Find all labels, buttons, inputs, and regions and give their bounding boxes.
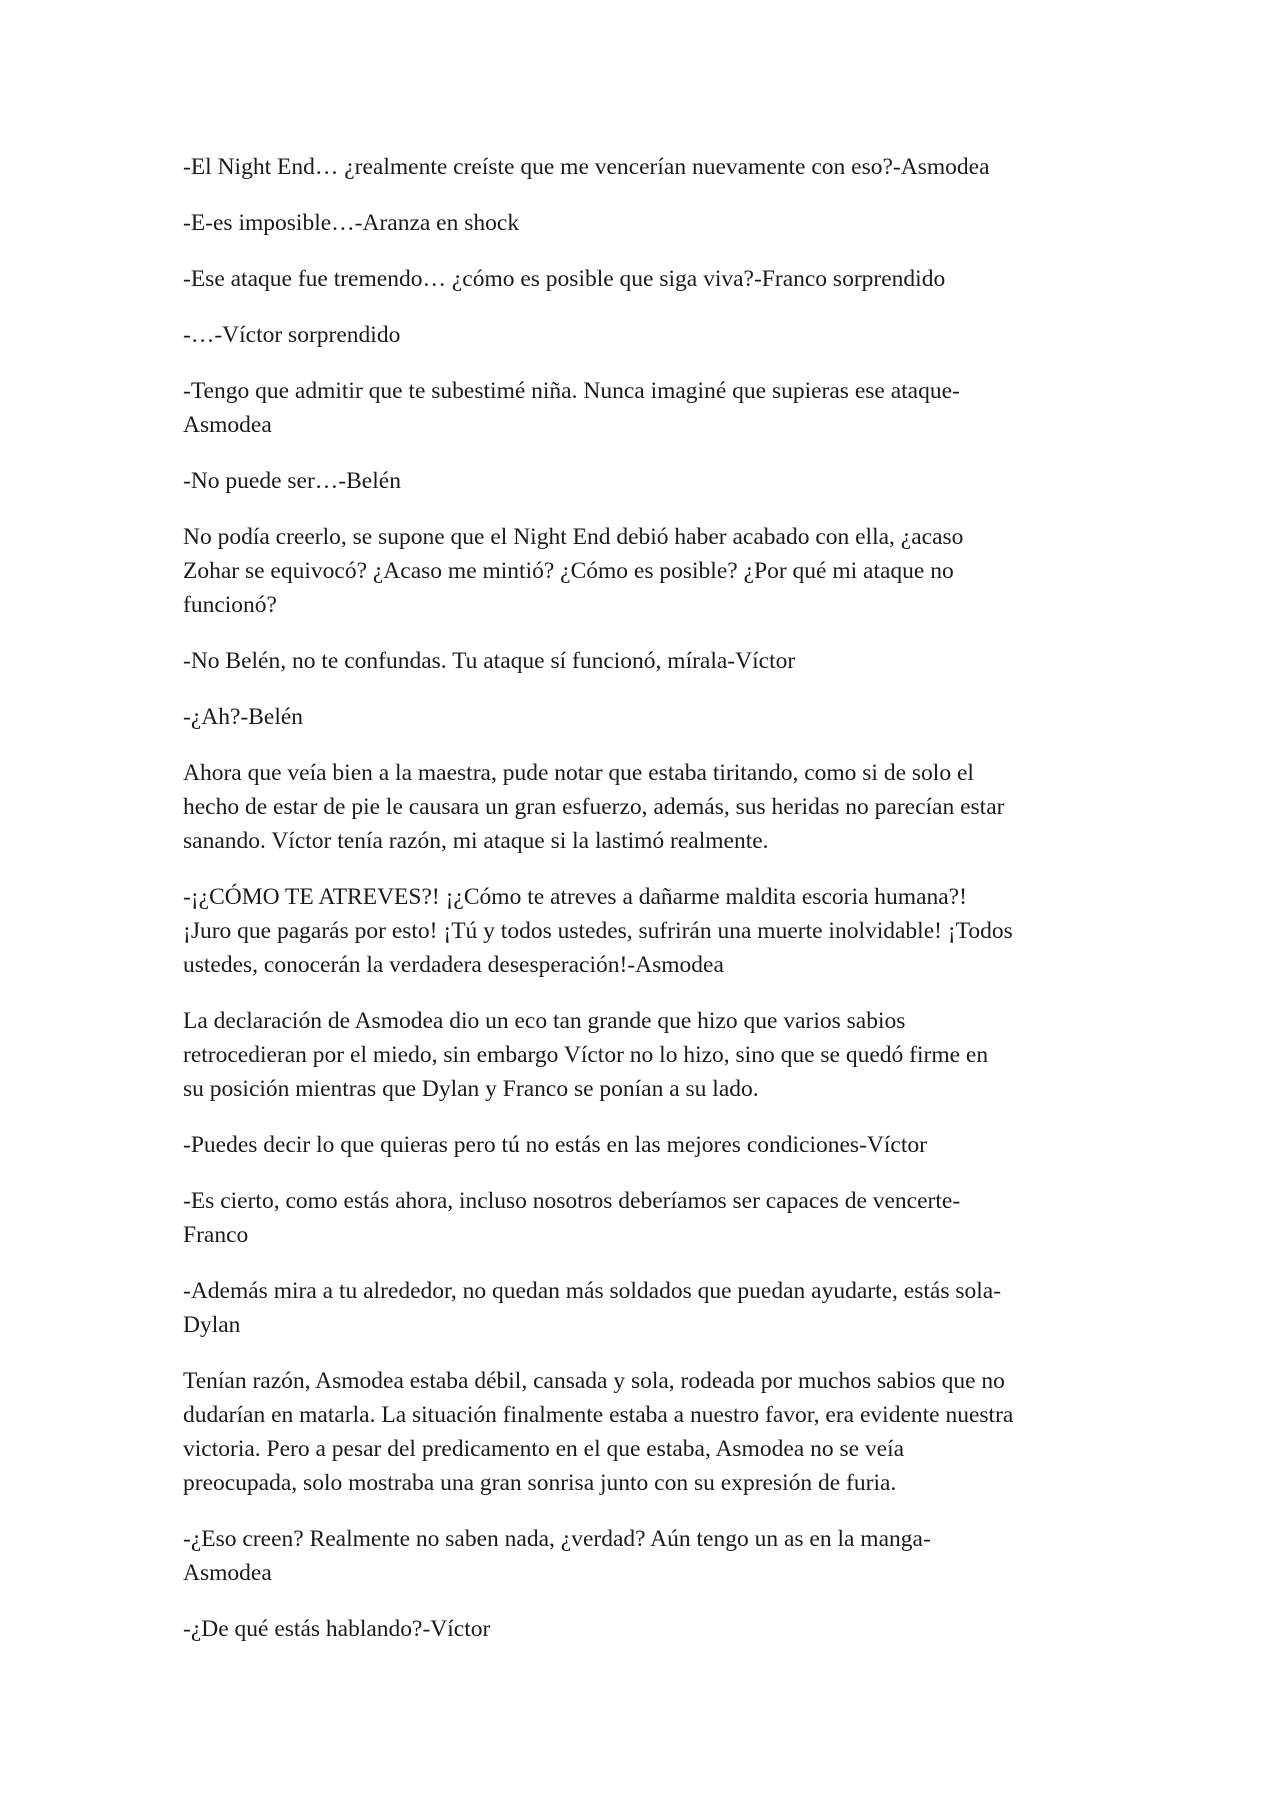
text-line: dudarían en matarla. La situación finalmente estaba a nuestro favor, era evidente nuestra bbox=[183, 1402, 1014, 1428]
paragraph bbox=[183, 1184, 1103, 1252]
paragraph bbox=[183, 700, 1103, 734]
text-line: ustedes, conocerán la verdadera desesperación!-Asmodea bbox=[183, 952, 724, 978]
text-line: -…-Víctor sorprendido bbox=[183, 322, 401, 348]
text-line: funcionó? bbox=[183, 592, 277, 618]
text-line: Tenían razón, Asmodea estaba débil, cansada y sola, rodeada por muchos sabios que no bbox=[183, 1368, 1005, 1394]
text-line: victoria. Pero a pesar del predicamento en el que estaba, Asmodea no se veía bbox=[183, 1436, 905, 1462]
text-line: -Puedes decir lo que quieras pero tú no estás en las mejores condiciones-Víctor bbox=[183, 1132, 927, 1158]
text-line: Zohar se equivocó? ¿Acaso me mintió? ¿Cómo es posible? ¿Por qué mi ataque no bbox=[183, 558, 954, 584]
paragraph bbox=[183, 644, 1103, 678]
text-line: -E-es imposible…-Aranza en shock bbox=[183, 210, 520, 236]
text-line: preocupada, solo mostraba una gran sonrisa junto con su expresión de furia. bbox=[183, 1470, 897, 1496]
paragraph bbox=[183, 206, 1103, 240]
paragraph bbox=[183, 520, 1103, 622]
text-line: -Además mira a tu alrededor, no quedan más soldados que puedan ayudarte, estás sola- bbox=[183, 1278, 1002, 1304]
text-line: -¿De qué estás hablando?-Víctor bbox=[183, 1616, 491, 1642]
text-line: -¡¿CÓMO TE ATREVES?! ¡¿Cómo te atreves a dañarme maldita escoria humana?! bbox=[183, 884, 967, 910]
paragraph bbox=[183, 374, 1103, 442]
document-body bbox=[183, 150, 1103, 1668]
text-line: Dylan bbox=[183, 1312, 241, 1338]
paragraph bbox=[183, 150, 1103, 184]
text-line: ¡Juro que pagarás por esto! ¡Tú y todos ustedes, sufrirán una muerte inolvidable! ¡Todos bbox=[183, 918, 1013, 944]
text-line: -Ese ataque fue tremendo… ¿cómo es posible que siga viva?-Franco sorprendido bbox=[183, 266, 946, 292]
text-line: -Tengo que admitir que te subestimé niña. Nunca imaginé que supieras ese ataque- bbox=[183, 378, 960, 404]
text-line: retrocedieran por el miedo, sin embargo Víctor no lo hizo, sino que se quedó firme en bbox=[183, 1042, 989, 1068]
text-line: su posición mientras que Dylan y Franco se ponían a su lado. bbox=[183, 1076, 759, 1102]
text-line: hecho de estar de pie le causara un gran esfuerzo, además, sus heridas no parecían estar bbox=[183, 794, 1005, 820]
paragraph bbox=[183, 1612, 1103, 1646]
paragraph bbox=[183, 1522, 1103, 1590]
paragraph bbox=[183, 1004, 1103, 1106]
paragraph bbox=[183, 756, 1103, 858]
text-line: sanando. Víctor tenía razón, mi ataque si la lastimó realmente. bbox=[183, 828, 769, 854]
text-line: No podía creerlo, se supone que el Night End debió haber acabado con ella, ¿acaso bbox=[183, 524, 964, 550]
paragraph bbox=[183, 880, 1103, 982]
text-line: -¿Eso creen? Realmente no saben nada, ¿verdad? Aún tengo un as en la manga- bbox=[183, 1526, 931, 1552]
paragraph bbox=[183, 464, 1103, 498]
text-line: Asmodea bbox=[183, 1560, 272, 1586]
text-line: Ahora que veía bien a la maestra, pude notar que estaba tiritando, como si de solo el bbox=[183, 760, 974, 786]
paragraph bbox=[183, 1128, 1103, 1162]
text-line: -¿Ah?-Belén bbox=[183, 704, 304, 730]
text-line: Franco bbox=[183, 1222, 249, 1248]
paragraph bbox=[183, 318, 1103, 352]
text-line: Asmodea bbox=[183, 412, 272, 438]
text-line: -No Belén, no te confundas. Tu ataque sí funcionó, mírala-Víctor bbox=[183, 648, 796, 674]
paragraph bbox=[183, 1364, 1103, 1500]
text-line: -Es cierto, como estás ahora, incluso nosotros deberíamos ser capaces de vencerte- bbox=[183, 1188, 961, 1214]
text-line: La declaración de Asmodea dio un eco tan grande que hizo que varios sabios bbox=[183, 1008, 906, 1034]
text-line: -El Night End… ¿realmente creíste que me vencerían nuevamente con eso?-Asmodea bbox=[183, 154, 990, 180]
paragraph bbox=[183, 1274, 1103, 1342]
text-line: -No puede ser…-Belén bbox=[183, 468, 401, 494]
paragraph bbox=[183, 262, 1103, 296]
